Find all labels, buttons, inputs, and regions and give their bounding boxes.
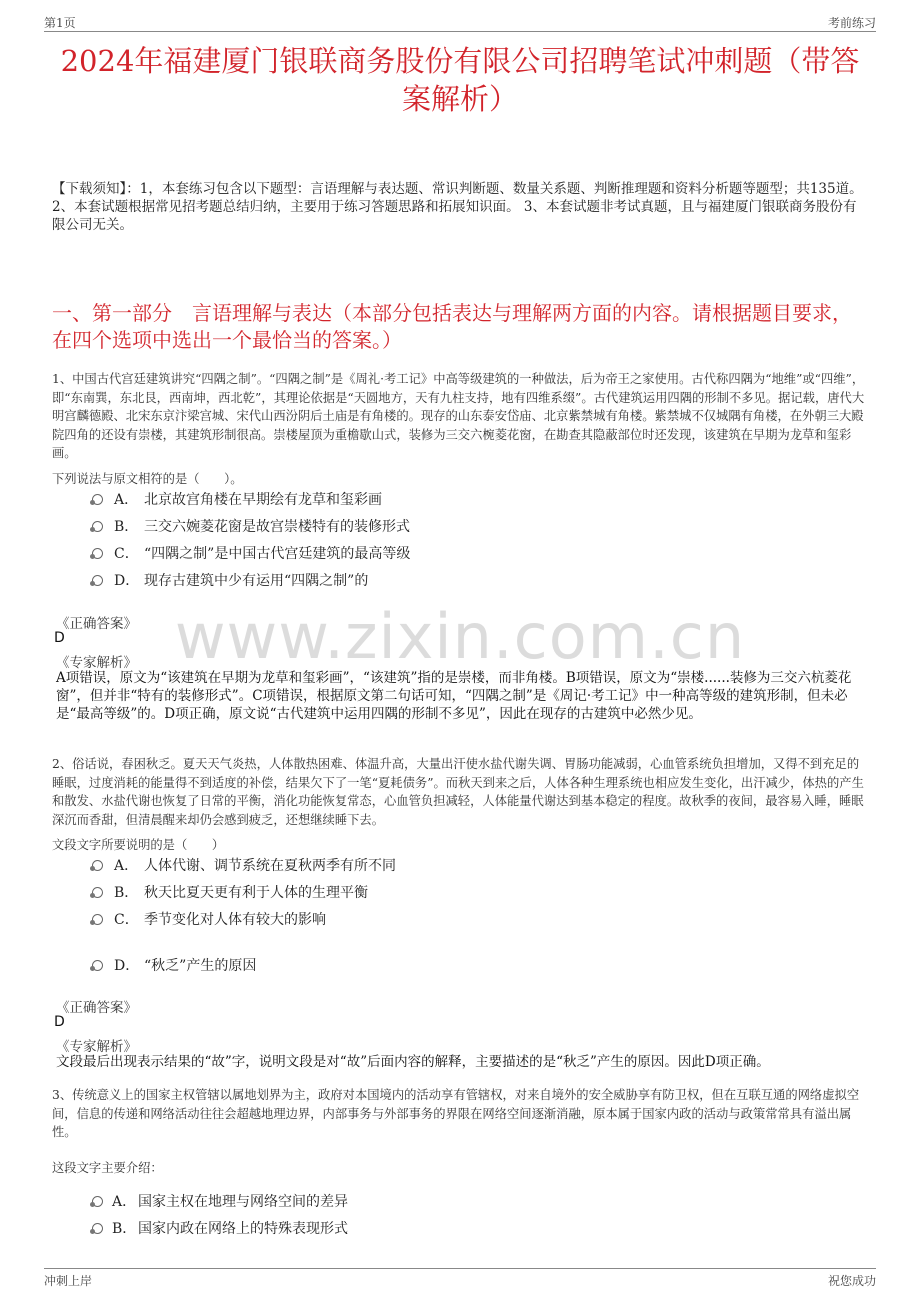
option-letter: A．: [114, 858, 139, 874]
option-letter: A．: [112, 1194, 137, 1210]
document-title: 2024年福建厦门银联商务股份有限公司招聘笔试冲刺题（带答案解析）: [60, 44, 860, 116]
option-text: 国家内政在网络上的特殊表现形式: [138, 1221, 348, 1237]
radio-icon[interactable]: [92, 575, 103, 586]
expert-analysis-label: 《专家解析》: [56, 655, 137, 671]
header-category: 考前练习: [827, 16, 876, 30]
radio-icon[interactable]: [92, 960, 103, 971]
question-1-answer: D: [54, 630, 65, 646]
option-text: “四隅之制”是中国古代宫廷建筑的最高等级: [144, 546, 411, 562]
correct-answer-label: 《正确答案》: [56, 616, 137, 632]
radio-icon[interactable]: [92, 860, 103, 871]
option-letter: A．: [114, 492, 139, 508]
footer-right-text: 祝您成功: [827, 1274, 876, 1288]
watermark: www.zixin.com.cn: [174, 600, 746, 673]
question-2-stem: 文段文字所要说明的是（ ）: [52, 838, 225, 852]
option-text: 现存古建筑中少有运用“四隅之制”的: [144, 573, 369, 589]
expert-analysis-label: 《专家解析》: [56, 1039, 137, 1055]
page-header: [44, 14, 876, 32]
option-letter: D．: [114, 573, 140, 589]
radio-icon[interactable]: [92, 548, 103, 559]
option-text: 北京故宫角楼在早期绘有龙草和玺彩画: [144, 492, 382, 508]
option-text: 三交六婉菱花窗是故宫崇楼特有的装修形式: [144, 519, 410, 535]
option-text: “秋乏”产生的原因: [144, 958, 257, 974]
download-notice: 【下载须知】：1，本套练习包含以下题型：言语理解与表达题、常识判断题、数量关系题、判断推理题和资料分析题等题型；共135道。 2、本套试题根据常见招考题总结归纳，主要用于练习答题思路和拓展知识面。 3、本套试题非考试真题，且与福建厦门银联商务股份有限公司无关。: [52, 181, 863, 233]
section-title: 一、第一部分 言语理解与表达（本部分包括表达与理解两方面的内容。请根据题目要求，在四个选项中选出一个最恰当的答案。）: [52, 301, 852, 352]
question-1-stem: 下列说法与原文相符的是（ ）。: [52, 472, 243, 486]
header-divider: [44, 31, 876, 32]
question-2-analysis: 文段最后出现表示结果的“故”字，说明文段是对“故”后面内容的解释，主要描述的是“秋乏”产生的原因。因此D项正确。: [56, 1054, 770, 1070]
option-letter: B．: [112, 1221, 137, 1237]
footer-divider: [44, 1268, 876, 1269]
radio-icon[interactable]: [92, 1223, 103, 1234]
question-3-passage: 3、传统意义上的国家主权管辖以属地划界为主，政府对本国境内的活动享有管辖权，对来自境外的安全威胁享有防卫权，但在互联互通的网络虚拟空间，信息的传递和网络活动往往会超越地理边界，内部事务与外部事务的界限在网络空间逐渐消融，原本属于国家内政的活动与政策常常具有溢出属性。: [52, 1088, 860, 1139]
footer-left-text: 冲刺上岸: [44, 1274, 93, 1288]
radio-icon[interactable]: [92, 494, 103, 505]
question-3-stem: 这段文字主要介绍：: [52, 1161, 163, 1175]
option-text: 人体代谢、调节系统在夏秋两季有所不同: [144, 858, 396, 874]
option-letter: B．: [114, 885, 139, 901]
option-letter: D．: [114, 958, 140, 974]
question-2-answer: D: [54, 1014, 65, 1030]
radio-icon[interactable]: [92, 887, 103, 898]
correct-answer-label: 《正确答案》: [56, 1000, 137, 1016]
question-1-passage: 1、中国古代宫廷建筑讲究“四隅之制”。“四隅之制”是《周礼·考工记》中高等级建筑的一种做法，后为帝王之家使用。古代称四隅为“地维”或“四维”，即“东南巽，东北艮，西南坤，西北乾”，其理论依据是“天圆地方，天有九柱支持，地有四维系缀”。古代建筑运用四隅的形制不多见。据记载，唐代大明宫麟德殿、北宋东京汴梁宫城、宋代山西汾阴后土庙是有角楼的。现存的山东泰安岱庙、北京紫禁城有角楼。紫禁城不仅城隅有角楼，在外朝三大殿院四角的还设有崇楼，其建筑形制很高。崇楼屋顶为重檐歇山式，装修为三交六椀菱花窗，在勘查其隐蔽部位时还发现，该建筑在早期为龙草和玺彩画。: [52, 372, 865, 460]
question-1-analysis: A项错误，原文为“该建筑在早期为龙草和玺彩画”，“该建筑”指的是崇楼，而非角楼。B项错误，原文为“崇楼......装修为三交六杭菱花窗”，但并非“特有的装修形式”。C项错误，根据原文第二句话可知，“四隅之制”是《周记·考工记》中一种高等级的建筑形制，但未必是“最高等级”的。D项正确，原文说“古代建筑中运用四隅的形制不多见”，因此在现存的古建筑中必然少见。: [56, 670, 852, 722]
option-text: 季节变化对人体有较大的影响: [144, 912, 326, 928]
page-number: 第1页: [44, 16, 76, 30]
radio-icon[interactable]: [92, 521, 103, 532]
option-letter: C．: [114, 546, 139, 562]
option-text: 秋天比夏天更有利于人体的生理平衡: [144, 885, 368, 901]
option-letter: B．: [114, 519, 139, 535]
radio-icon[interactable]: [92, 1196, 103, 1207]
option-letter: C．: [114, 912, 139, 928]
question-2-passage: 2、俗话说，春困秋乏。夏天天气炎热，人体散热困难、体温升高，大量出汗使水盐代谢失调、胃肠功能减弱，心血管系统负担增加，又得不到充足的睡眠，过度消耗的能量得不到适度的补偿，结果欠下了一笔“夏耗债务”。而秋天到来之后，人体各种生理系统也相应发生变化，出汗减少，体热的产生和散发、水盐代谢也恢复了日常的平衡，消化功能恢复常态，心血管负担减轻，人体能量代谢达到基本稳定的程度。故秋季的夜间，最容易入睡，睡眠深沉而香甜，但清晨醒来却仍会感到疲乏，还想继续睡下去。: [52, 757, 864, 827]
option-text: 国家主权在地理与网络空间的差异: [138, 1194, 348, 1210]
radio-icon[interactable]: [92, 914, 103, 925]
